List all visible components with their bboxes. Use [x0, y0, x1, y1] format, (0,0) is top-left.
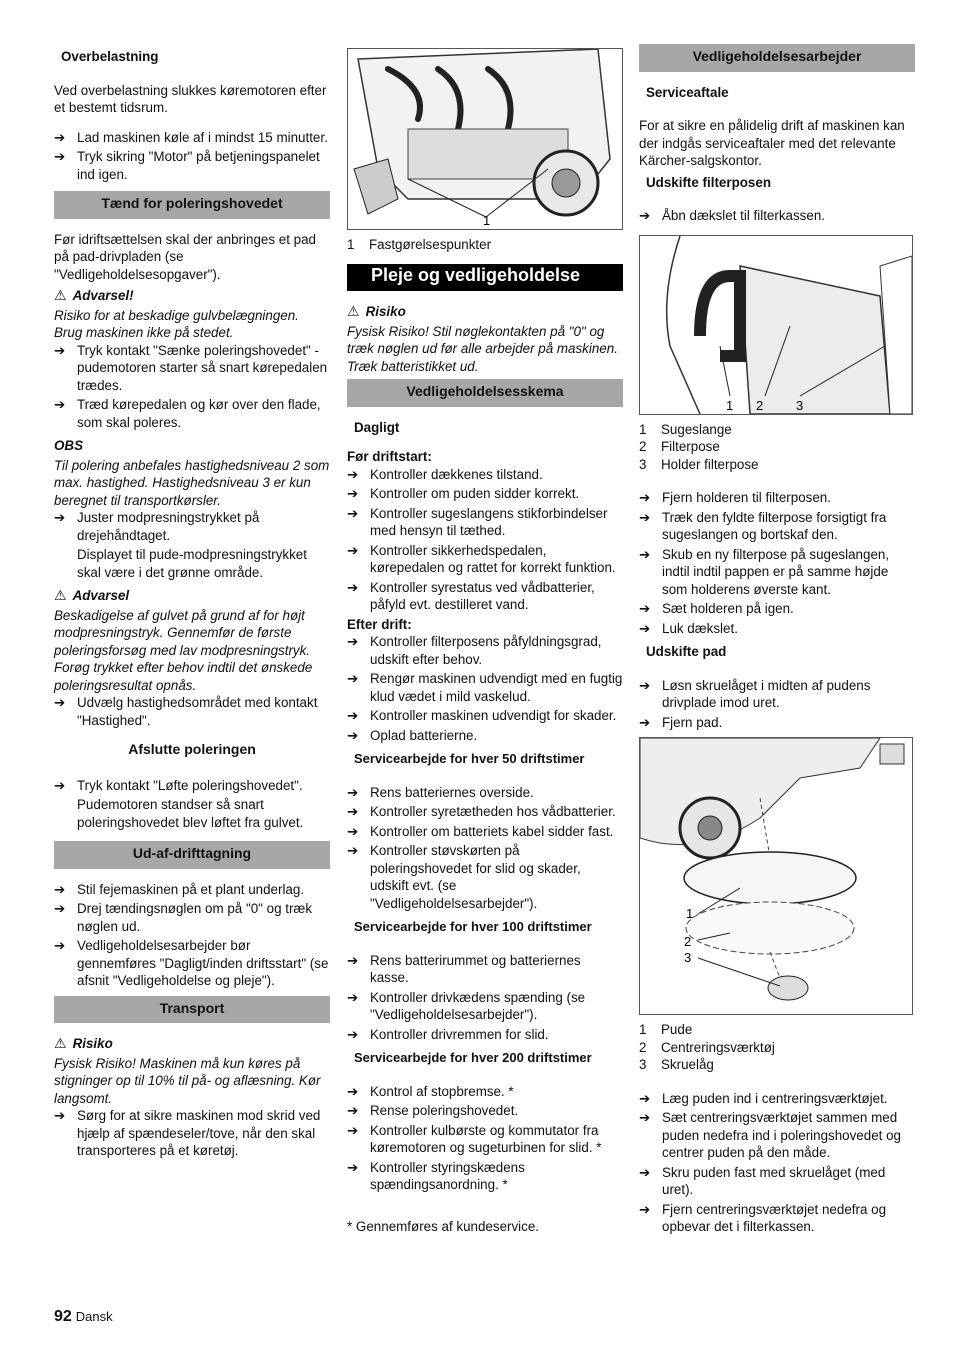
- legend-number: 1: [639, 421, 647, 437]
- heading-filter: Udskifte filterposen: [646, 174, 772, 190]
- arrow-icon: ➔: [639, 1090, 651, 1106]
- legend-number: 2: [639, 1039, 647, 1055]
- list-item: [347, 485, 623, 503]
- list-item: [347, 1083, 623, 1101]
- list-item-text: Kontroller drivremmen for slid.: [370, 1026, 549, 1042]
- machine-illustration: [348, 49, 622, 229]
- legend-text: Holder filterpose: [661, 456, 759, 472]
- arrow-icon: ➔: [347, 1159, 359, 1175]
- legend-number: 3: [639, 456, 647, 472]
- list-item: [347, 633, 623, 668]
- speed-list: [54, 694, 330, 729]
- list-item-text: Løsn skruelåget i midten af pudens drivplade imod uret.: [662, 677, 871, 710]
- section-bar-work: Vedligeholdelsesarbejder: [639, 44, 915, 72]
- obs-text: Til polering anbefales hastighedsniveau 2 som max. hastighed. Hastighedsniveau 3 er kun beregnet til transportkørsler.: [54, 457, 330, 508]
- list-item-text: Kontroller sugeslangens stikforbindelser med hensyn til tæthed.: [370, 505, 608, 538]
- figure-label-3: 3: [684, 950, 692, 965]
- list-item: [54, 937, 330, 990]
- list-item: [639, 546, 915, 599]
- arrow-icon: ➔: [347, 486, 359, 501]
- figure-pad: [639, 737, 913, 1015]
- footnote: * Gennemføres af kundeservice.: [347, 1218, 540, 1234]
- list-item-text: Kontrol af stopbremse. *: [370, 1083, 514, 1099]
- list-item-text: Kontroller kulbørste og kommutator fra køremotoren og sugeturbinen for slid. *: [370, 1122, 602, 1155]
- legend-number: 2: [639, 439, 647, 454]
- arrow-icon: ➔: [347, 466, 359, 482]
- figure-label: 1: [483, 213, 491, 228]
- list-item-text: Kontroller om batteriets kabel sidder fast.: [370, 823, 614, 839]
- risk-1-title: Risiko: [72, 1036, 113, 1051]
- filter-bag-illustration: [640, 236, 912, 414]
- legend-text: Sugeslange: [661, 421, 732, 437]
- list-item-text: Rense poleringshovedet.: [370, 1103, 519, 1118]
- legend-row: [639, 438, 915, 456]
- list-item: [639, 714, 915, 732]
- adjust-note: Displayet til pude-modpresningstrykket skal være i det grønne område.: [77, 547, 307, 580]
- arrow-icon: ➔: [639, 1164, 651, 1180]
- arrow-icon: ➔: [347, 989, 359, 1005]
- list-item: [639, 207, 915, 225]
- pad-illustration: [640, 738, 912, 1014]
- list-item-text: Skub en ny filterpose på sugeslangen, indtil indtil pappen er på samme højde som holderens øverste kant.: [662, 546, 890, 597]
- warning-2: [54, 587, 330, 605]
- heading-daily: Dagligt: [354, 419, 400, 435]
- arrow-icon: ➔: [54, 695, 66, 710]
- adjust-list: [54, 509, 330, 544]
- heading-100h: Servicearbejde for hver 100 driftstimer: [354, 919, 592, 934]
- arrow-icon: ➔: [347, 1083, 359, 1099]
- column-2: [347, 48, 623, 1235]
- list-item-text: Kontroller sikkerhedspedalen, kørepedalen og rattet for korrekt funktion.: [370, 542, 616, 575]
- warning-icon: ⚠: [54, 287, 67, 303]
- list-item: [54, 129, 330, 147]
- warning-1-text: Risiko for at beskadige gulvbelægningen. Brug maskinen ikke på stedet.: [54, 307, 299, 340]
- risk-1-text: Fysisk Risiko! Maskinen må kun køres på stigninger op til 10% til på- og aflæsning. Kør langsomt.: [54, 1055, 321, 1106]
- overload-text: Ved overbelastning slukkes køremotoren efter et bestemt tidsrum.: [54, 82, 327, 115]
- figure-label-3: 3: [796, 397, 804, 413]
- sub-before: Før driftstart:: [347, 449, 432, 464]
- overload-list: [54, 129, 330, 184]
- list-item: [54, 1107, 330, 1160]
- warning-1-title: Advarsel!: [72, 288, 134, 303]
- list-item-text: Skru puden fast med skruelåget (med uret).: [662, 1164, 886, 1197]
- arrow-icon: ➔: [639, 546, 651, 562]
- list-item: [347, 784, 623, 802]
- list-item: [639, 1109, 915, 1162]
- section-bar-schedule: Vedligeholdelsesskema: [347, 379, 623, 407]
- filter-open-item: Åbn dækslet til filterkassen.: [662, 208, 825, 223]
- legend-text: Filterpose: [661, 439, 720, 454]
- legend-row: [639, 1021, 915, 1039]
- list-item: [347, 542, 623, 577]
- legend-row: [639, 421, 915, 439]
- list-item: [54, 694, 330, 729]
- risk-1: [54, 1035, 330, 1053]
- warning-icon: ⚠: [347, 303, 360, 319]
- arrow-icon: ➔: [639, 1110, 651, 1125]
- service-text: For at sikre en pålidelig drift af maskinen kan der indgås serviceaftaler med det relevante Kärcher-salgskontor.: [639, 118, 905, 168]
- arrow-icon: ➔: [639, 490, 651, 505]
- filter-open-list: [639, 207, 915, 225]
- risk-2-title: Risiko: [365, 304, 406, 319]
- list-item: [347, 1122, 623, 1157]
- arrow-icon: ➔: [347, 843, 359, 858]
- arrow-icon: ➔: [639, 1201, 651, 1217]
- list-item-text: Rens batterirummet og batteriernes kasse.: [370, 952, 581, 985]
- list-item-text: Fjern centreringsværktøjet nedefra og opbevar det i filterkassen.: [662, 1201, 887, 1234]
- list-item: [347, 670, 623, 705]
- arrow-icon: ➔: [347, 823, 359, 839]
- arrow-icon: ➔: [347, 505, 359, 521]
- list-item: [639, 1090, 915, 1108]
- list-item: [639, 677, 915, 712]
- list-200h: [347, 1083, 623, 1194]
- finish-item: Tryk kontakt "Løfte poleringshovedet".: [77, 777, 303, 793]
- list-item: [639, 489, 915, 507]
- list-item-text: Sæt centreringsværktøjet sammen med puden nedefra ind i poleringshovedet og centrer puden på den måde.: [662, 1110, 901, 1160]
- legend-text: Fastgørelsespunkter: [369, 237, 492, 252]
- legend-row: [639, 1039, 915, 1057]
- obs-title: OBS: [54, 438, 84, 453]
- list-item: [639, 1201, 915, 1236]
- list-item: [347, 823, 623, 841]
- arrow-icon: ➔: [639, 208, 651, 223]
- speed-item: Udvælg hastighedsområdet med kontakt "Hastighed".: [77, 695, 318, 728]
- arrow-icon: ➔: [639, 620, 651, 636]
- list-item-text: Kontroller maskinen udvendigt for skader.: [370, 708, 617, 723]
- list-item-text: Tryk sikring "Motor" på betjeningspanelet ind igen.: [77, 149, 320, 182]
- section-bar-transport: Transport: [54, 996, 330, 1024]
- list-item-text: Kontroller syretætheden hos vådbatterier.: [370, 804, 616, 819]
- legend-row: [639, 1056, 915, 1074]
- list-item: [639, 1164, 915, 1199]
- language-label: Dansk: [75, 1309, 113, 1324]
- arrow-icon: ➔: [347, 804, 359, 819]
- arrow-icon: ➔: [347, 634, 359, 649]
- risk-2-text: Fysisk Risiko! Stil nøglekontakten på "0" og træk nøglen ud før alle arbejder på maskinen. Træk batteristikket ud.: [347, 323, 618, 374]
- transport-list: [54, 1107, 330, 1160]
- list-item-text: Sæt holderen på igen.: [662, 601, 794, 616]
- warning-icon: ⚠: [54, 587, 67, 603]
- arrow-icon: ➔: [347, 952, 359, 968]
- list-item-text: Kontroller drivkædens spænding (se "Vedligeholdelsesarbejder").: [370, 989, 586, 1022]
- heading-200h: Servicearbejde for hver 200 driftstimer: [354, 1050, 592, 1065]
- arrow-icon: ➔: [54, 1108, 66, 1123]
- arrow-icon: ➔: [54, 777, 66, 793]
- after-list: [347, 633, 623, 744]
- list-item-text: Kontroller styringskædens spændingsanordning. *: [370, 1159, 525, 1192]
- list-item-text: Oplad batterierne.: [370, 727, 478, 743]
- arrow-icon: ➔: [347, 708, 359, 723]
- list-item: [54, 509, 330, 544]
- list-item-text: Fjern holderen til filterposen.: [662, 490, 831, 505]
- legend-row: [639, 456, 915, 474]
- column-1: [54, 44, 330, 1162]
- arrow-icon: ➔: [54, 938, 66, 953]
- arrow-icon: ➔: [347, 1103, 359, 1118]
- list-item: [347, 505, 623, 540]
- finish-note: Pudemotoren standser så snart poleringshovedet blev løftet fra gulvet.: [77, 797, 304, 830]
- arrow-icon: ➔: [347, 1026, 359, 1042]
- warning-icon: ⚠: [54, 1035, 67, 1051]
- list-item-text: Kontroller syrestatus ved vådbatterier, påfyld evt. destilleret vand.: [370, 579, 595, 612]
- switch-on-text: Før idriftsættelsen skal der anbringes et pad på pad-drivpladen (se "Vedligeholdelsesopgaver").: [54, 231, 316, 282]
- list-item-text: Læg puden ind i centreringsværktøjet.: [662, 1090, 888, 1106]
- section-bar-switch-on: Tænd for poleringshovedet: [54, 191, 330, 219]
- list-item-text: Vedligeholdelsesarbejder bør gennemføres "Dagligt/inden driftsstart" (se afsnit "Vedligeholdelse og pleje").: [77, 938, 329, 988]
- list-item: [347, 842, 623, 912]
- figure-1-legend: [347, 236, 623, 254]
- arrow-icon: ➔: [347, 784, 359, 800]
- pad-list-b: [639, 1090, 915, 1236]
- chapter-title-bar: Pleje og vedligeholdelse: [347, 264, 623, 292]
- list-item: [347, 1159, 623, 1194]
- arrow-icon: ➔: [54, 881, 66, 897]
- page-number: 92: [54, 1308, 72, 1325]
- list-item-text: Tryk kontakt "Sænke poleringshovedet" - pudemotoren starter så snart kørepedalen trædes.: [77, 342, 328, 393]
- warning-1: [54, 287, 330, 305]
- arrow-icon: ➔: [347, 579, 359, 595]
- legend-row: [347, 236, 623, 254]
- legend-text: Skruelåg: [661, 1057, 714, 1072]
- warning-2-text: Beskadigelse af gulvet på grund af for højt modpresningstryk. Gennemfør de første poleringsforsøg med lav modpresningstryk. Forøg trykket efter behov indtil det ønskede poleringsresultat opnås.: [54, 607, 313, 693]
- list-50h: [347, 784, 623, 913]
- column-3: [639, 44, 915, 1238]
- arrow-icon: ➔: [347, 671, 359, 686]
- heading-overload: Overbelastning: [61, 49, 159, 64]
- arrow-icon: ➔: [54, 129, 66, 145]
- list-item-text: Kontroller om puden sidder korrekt.: [370, 486, 580, 501]
- page-footer: [54, 1308, 113, 1326]
- list-item-text: Kontroller filterposens påfyldningsgrad, udskift efter behov.: [370, 634, 602, 667]
- arrow-icon: ➔: [54, 149, 66, 164]
- filter-list: [639, 489, 915, 637]
- arrow-icon: ➔: [639, 509, 651, 525]
- figure-filter-bag: [639, 235, 913, 415]
- heading-pad: Udskifte pad: [646, 644, 727, 659]
- list-item-text: Lad maskinen køle af i mindst 15 minutter.: [77, 129, 328, 145]
- sub-after: Efter drift:: [347, 616, 412, 632]
- pad-list-a: [639, 677, 915, 732]
- figure-3-legend: [639, 1021, 915, 1074]
- figure-label-1: 1: [726, 397, 734, 413]
- heading-50h: Servicearbejde for hver 50 driftstimer: [354, 751, 585, 766]
- list-item: [54, 900, 330, 935]
- list-item: [54, 148, 330, 183]
- figure-machine-fastening: [347, 48, 623, 230]
- adjust-item: Juster modpresningstrykket på drejehåndtaget.: [77, 510, 260, 543]
- list-item-text: Drej tændingsnøglen om på "0" og træk nøglen ud.: [77, 901, 313, 934]
- shutdown-list: [54, 881, 330, 990]
- figure-label-2: 2: [684, 934, 692, 949]
- arrow-icon: ➔: [54, 901, 66, 916]
- list-item-text: Træk den fyldte filterpose forsigtigt fra sugeslangen og bortskaf den.: [662, 509, 887, 542]
- list-item-text: Stil fejemaskinen på et plant underlag.: [77, 881, 305, 897]
- list-item: [347, 803, 623, 821]
- list-item: [347, 727, 623, 745]
- list-item: [347, 1102, 623, 1120]
- arrow-icon: ➔: [54, 397, 66, 412]
- legend-number: 3: [639, 1057, 647, 1072]
- arrow-icon: ➔: [347, 1122, 359, 1138]
- arrow-icon: ➔: [347, 727, 359, 743]
- list-item: [347, 579, 623, 614]
- list-item: [639, 509, 915, 544]
- list-item: [54, 881, 330, 899]
- section-bar-shutdown: Ud-af-drifttagning: [54, 841, 330, 869]
- arrow-icon: ➔: [54, 510, 66, 525]
- list-100h: [347, 952, 623, 1044]
- list-item: [347, 1026, 623, 1044]
- figure-label-2: 2: [756, 397, 764, 413]
- list-item-text: Træd kørepedalen og kør over den flade, som skal poleres.: [77, 397, 321, 430]
- heading-finish: Afslutte poleringen: [128, 741, 256, 757]
- arrow-icon: ➔: [347, 542, 359, 558]
- list-item-text: Kontroller dækkenes tilstand.: [370, 466, 543, 482]
- list-item: [347, 989, 623, 1024]
- warning-2-title: Advarsel: [72, 588, 130, 603]
- list-item: [54, 396, 330, 431]
- arrow-icon: ➔: [639, 601, 651, 616]
- list-item-text: Rengør maskinen udvendigt med en fugtig klud vædet i mild vaskelud.: [370, 671, 623, 704]
- legend-text: Centreringsværktøj: [661, 1039, 775, 1055]
- arrow-icon: ➔: [639, 714, 651, 730]
- transport-item: Sørg for at sikre maskinen mod skrid ved hjælp af spændeseler/tove, når den skal transporteres på et køretøj.: [77, 1108, 321, 1158]
- list-item: [639, 600, 915, 618]
- list-item: [54, 777, 330, 795]
- figure-2-legend: [639, 421, 915, 474]
- finish-list: [54, 777, 330, 795]
- switch-list: [54, 342, 330, 432]
- list-item-text: Luk dækslet.: [662, 620, 738, 636]
- list-item-text: Fjern pad.: [662, 714, 723, 730]
- risk-2: [347, 303, 623, 321]
- figure-label-1: 1: [686, 906, 694, 921]
- list-item: [54, 342, 330, 395]
- heading-service: Serviceaftale: [646, 84, 729, 100]
- before-list: [347, 466, 623, 614]
- legend-text: Pude: [661, 1022, 693, 1037]
- list-item-text: Rens batteriernes overside.: [370, 784, 534, 800]
- list-item: [639, 620, 915, 638]
- arrow-icon: ➔: [639, 677, 651, 693]
- list-item: [347, 952, 623, 987]
- arrow-icon: ➔: [54, 342, 66, 358]
- list-item-text: Kontroller støvskørten på poleringshovedet for slid og skader, udskift evt. (se "Vedligeholdelsesarbejder").: [370, 843, 581, 911]
- legend-number: 1: [347, 237, 355, 252]
- legend-number: 1: [639, 1022, 647, 1037]
- list-item: [347, 466, 623, 484]
- list-item: [347, 707, 623, 725]
